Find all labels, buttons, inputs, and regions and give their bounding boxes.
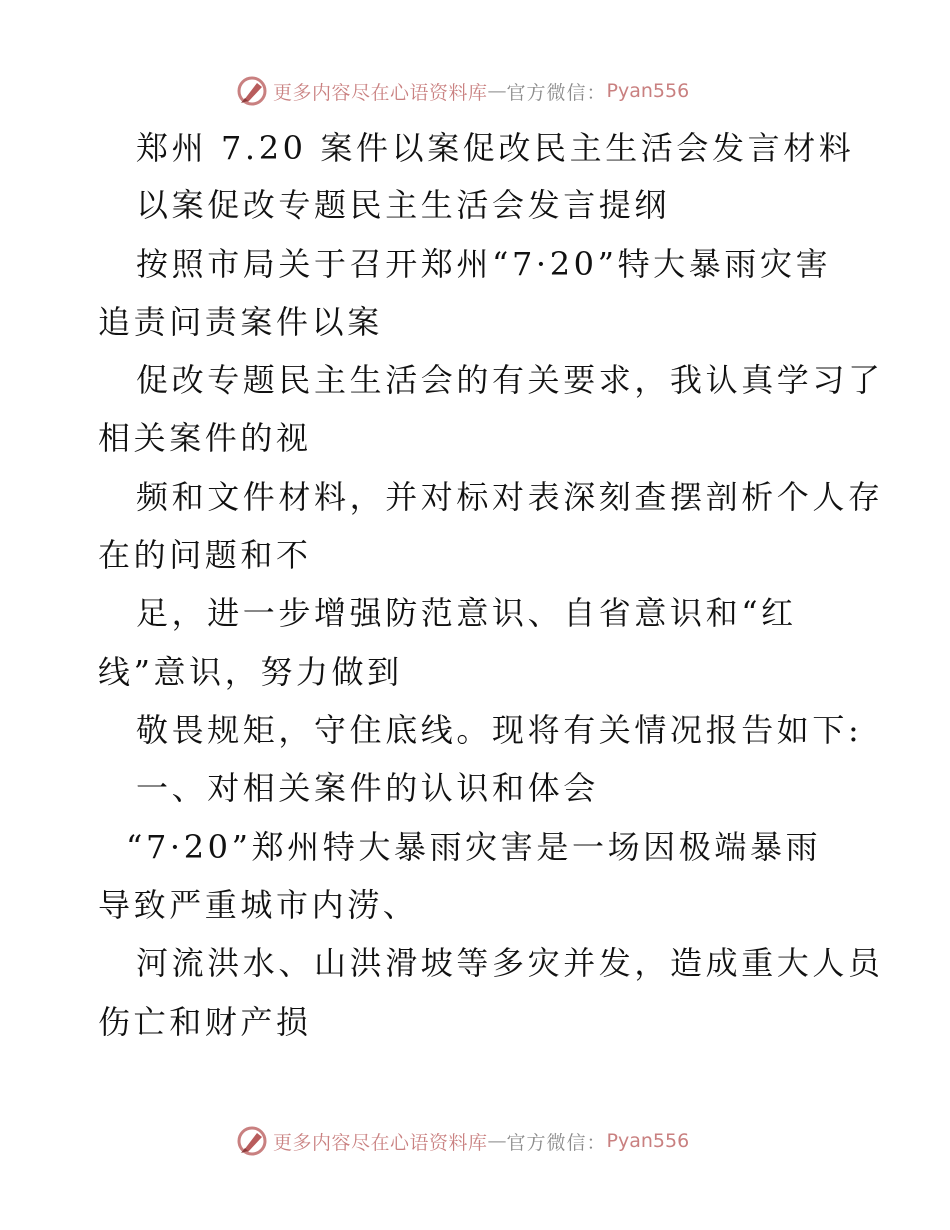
- paragraph-line: “7·20”郑州特大暴雨灾害是一场因极端暴雨: [126, 828, 822, 866]
- paragraph-line: 线”意识，努力做到: [98, 653, 403, 691]
- paragraph-line: 在的问题和不: [98, 536, 312, 574]
- paragraph-line: 按照市局关于召开郑州“7·20”特大暴雨灾害: [136, 245, 832, 283]
- paragraph-line: 河流洪水、山洪滑坡等多灾并发，造成重大人员: [136, 944, 884, 982]
- pen-nib-logo-icon: [235, 1124, 269, 1158]
- paragraph-line: 导致严重城市内涝、: [98, 886, 419, 924]
- pen-nib-logo-icon: [235, 74, 269, 108]
- paragraph-line: 足，进一步增强防范意识、自省意识和“红: [136, 594, 797, 632]
- watermark-footer: [235, 1123, 689, 1159]
- paragraph-line: 相关案件的视: [98, 419, 312, 457]
- watermark-header: [235, 73, 689, 109]
- watermark-wechat-label: 官方微信：: [506, 81, 607, 104]
- paragraph-line: 频和文件材料，并对标对表深刻查摆剖析个人存: [136, 478, 884, 516]
- paragraph-line: 敬畏规矩，守住底线。现将有关情况报告如下:: [136, 711, 863, 749]
- section-heading: 一、对相关案件的认识和体会: [136, 769, 599, 807]
- paragraph-line: 伤亡和财产损: [98, 1003, 312, 1041]
- document-title: 郑州 7.20 案件以案促改民主生活会发言材料: [136, 129, 855, 167]
- watermark-wechat-id: Pyan556: [606, 1130, 690, 1152]
- paragraph-line: 促改专题民主生活会的有关要求，我认真学习了: [136, 361, 884, 399]
- watermark-wechat-label: 官方微信：: [506, 1131, 607, 1154]
- watermark-separator: —: [487, 1130, 507, 1152]
- document-subtitle: 以案促改专题民主生活会发言提纲: [136, 186, 671, 224]
- watermark-text: 更多内容尽在心语资料库: [273, 1131, 488, 1154]
- watermark-wechat-id: Pyan556: [606, 80, 690, 102]
- watermark-text: 更多内容尽在心语资料库: [273, 81, 488, 104]
- watermark-separator: —: [487, 80, 507, 102]
- paragraph-line: 追责问责案件以案: [98, 303, 383, 341]
